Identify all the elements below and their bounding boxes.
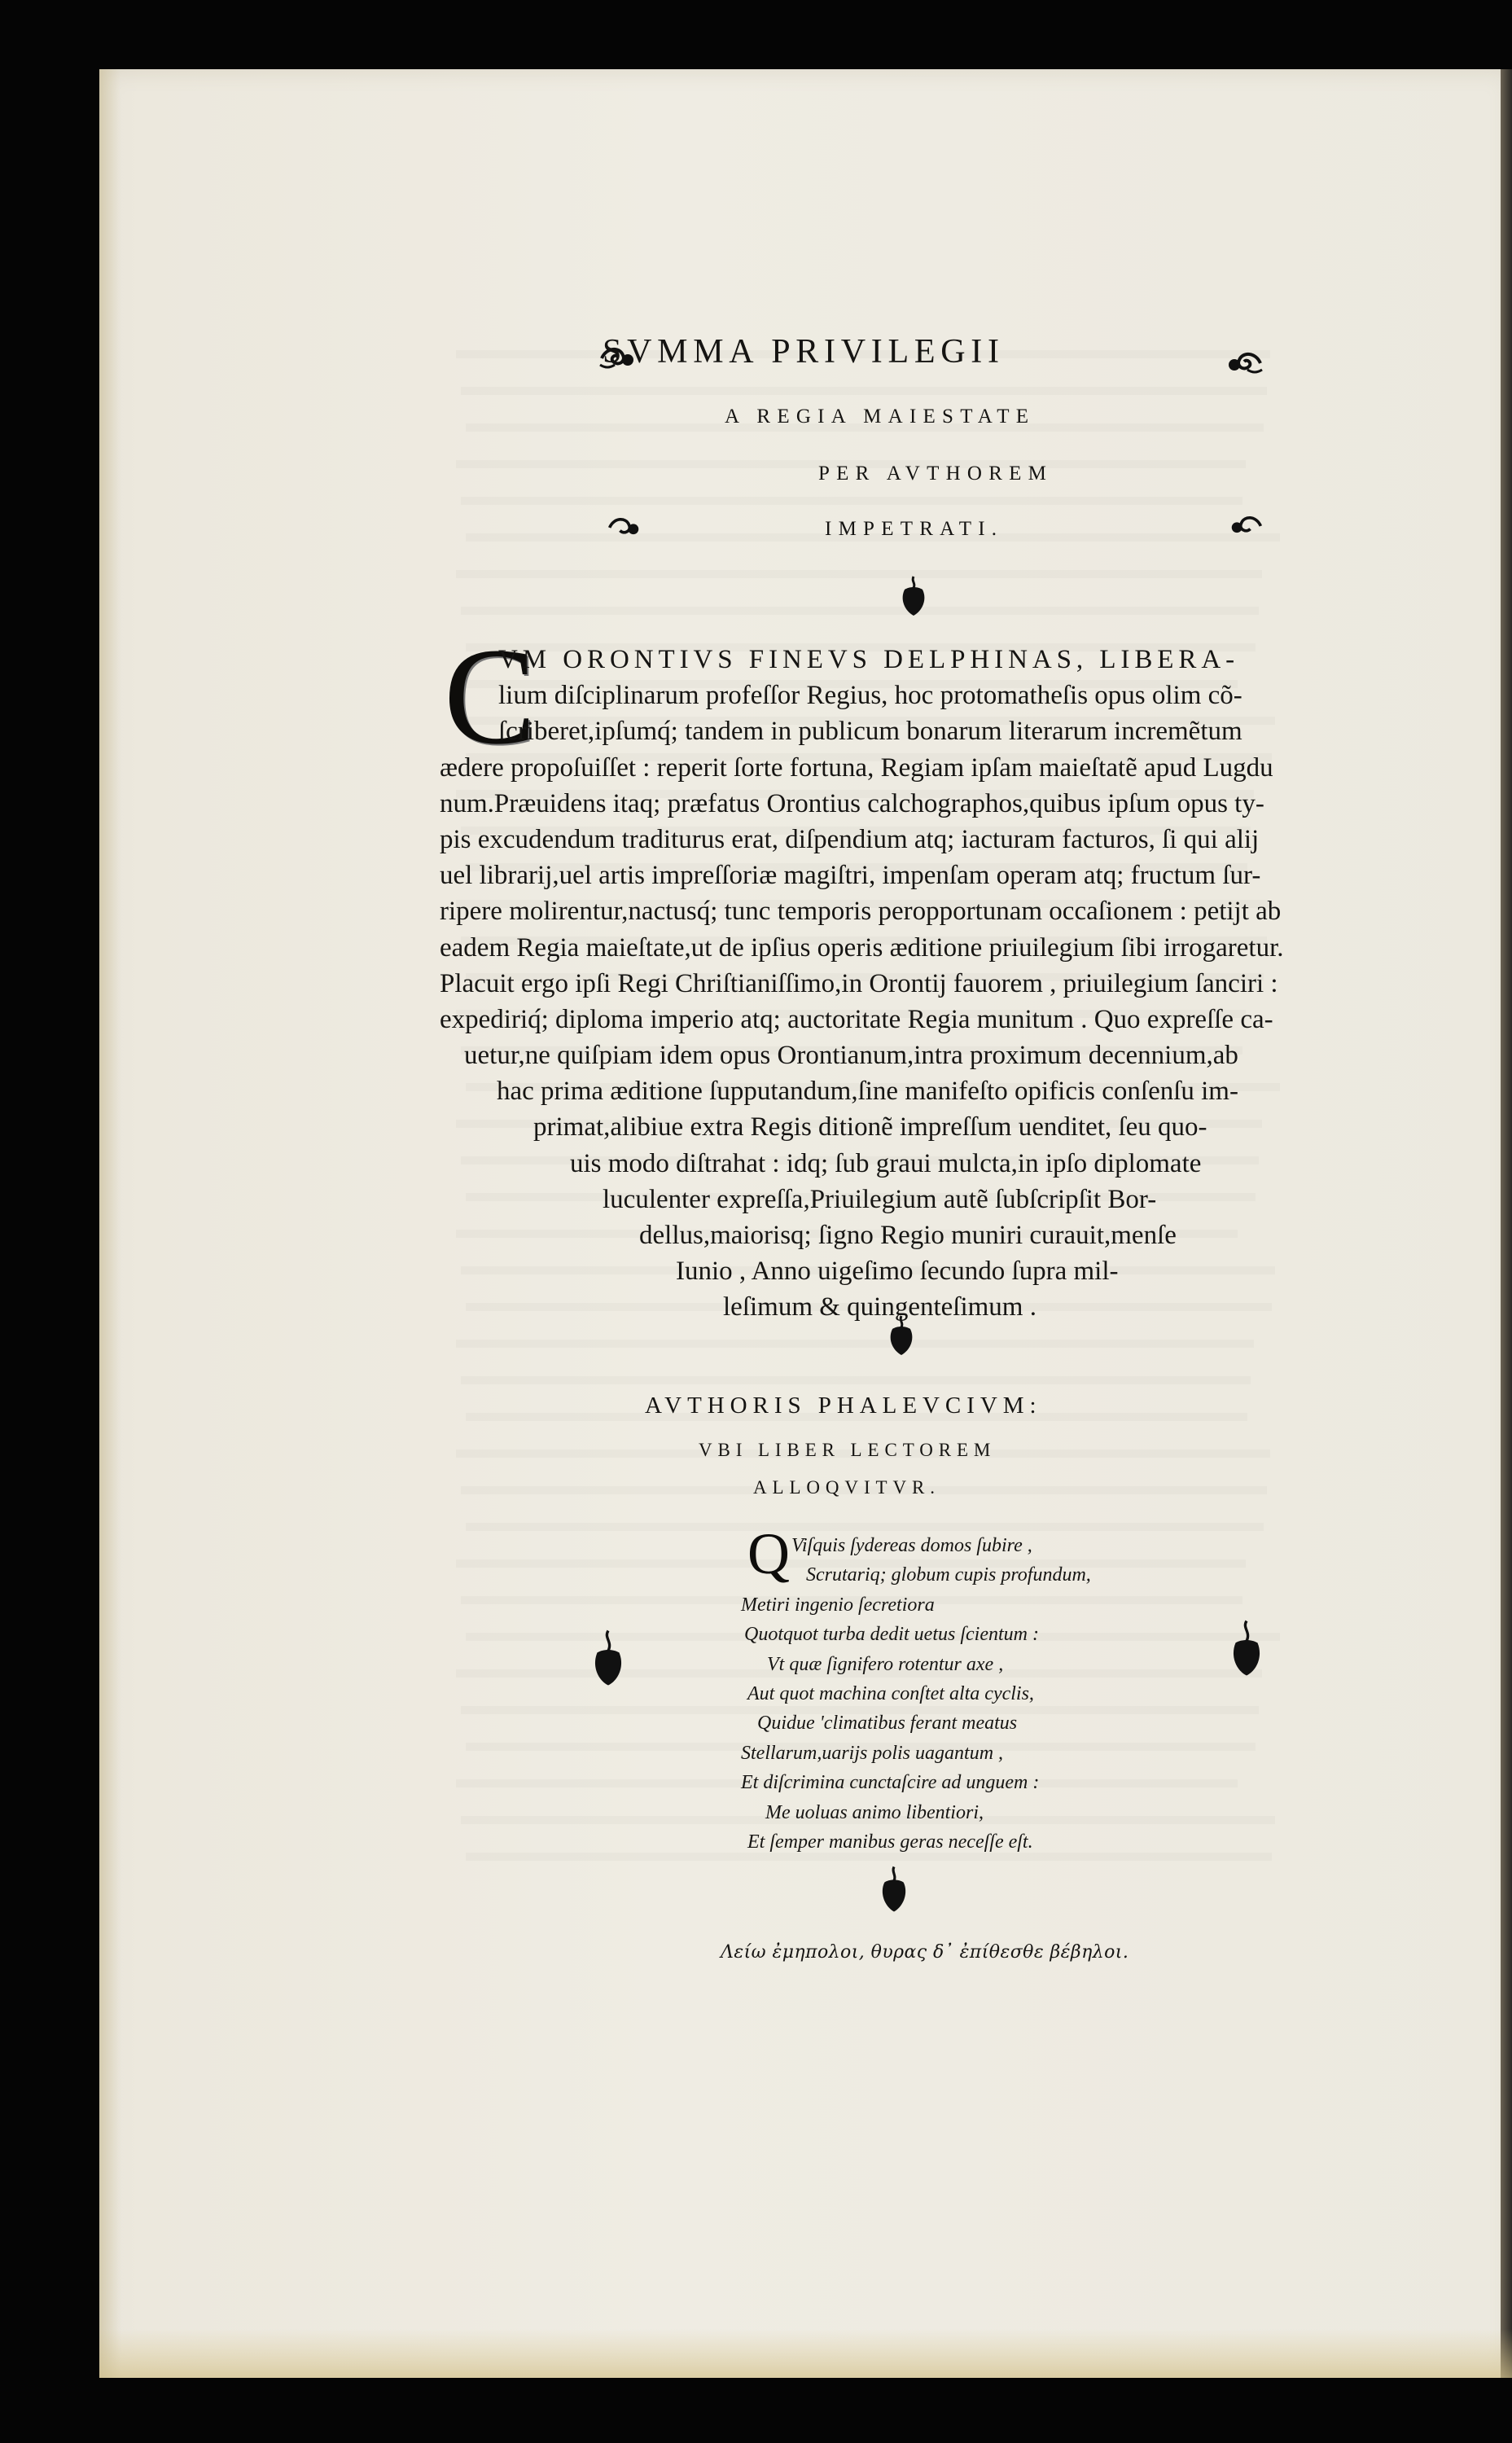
body-line: ædere propoſuiſſet : reperit ſorte fortuna, Regiam ipſam maieſtatẽ apud Lugdu [440,752,1273,783]
fleuron-right-icon [1226,349,1264,376]
poem-line: Quotquot turba dedit uetus ſcientum : [744,1624,1039,1646]
vine-leaf-right-icon [1231,1619,1262,1678]
poem-line: Viſquis ſydereas domos ſubire , [791,1535,1032,1556]
body-line: ripere molirentur,nactusq́; tunc temporis peropportunam occaſionem : petijt ab [440,897,1282,927]
poem-line: Stellarum,uarijs polis uagantum , [741,1742,1004,1764]
body-line: eadem Regia maieſtate,ut de ipſius operis æditione priuilegium ſibi irrogaretur. [440,932,1284,963]
body-line: primat,alibiue extra Regis ditionẽ impreſſum uenditet, ſeu quo- [533,1112,1207,1143]
vine-leaf-icon [900,575,927,617]
poem-line: Vt quæ ſignifero rotentur axe , [767,1653,1004,1675]
show-through-stroke [461,1376,1251,1384]
show-through-stroke [461,387,1267,395]
privilege-subtitle-1: A REGIA MAIESTATE [725,406,1036,428]
drop-cap-c: C [444,620,537,773]
poem-line: Et diſcrimina cunctaſcire ad unguem : [741,1772,1040,1794]
privilege-subtitle-3: IMPETRATI. [825,518,1004,540]
vine-leaf-left-icon [593,1629,624,1687]
vine-leaf-icon [879,1865,909,1914]
drop-cap-q: Q [747,1521,790,1586]
fleuron-left-small-icon [607,513,641,541]
body-line: pis excudendum traditurus erat, diſpendium atq; iacturam facturos, ſi qui alij [440,824,1260,854]
body-line: num.Præuidens itaq; præfatus Orontius calchographos,quibus ipſum opus ty- [440,788,1264,818]
privilege-title: SVMMA PRIVILEGII [603,333,1005,371]
page-edge-stain [99,69,121,2378]
show-through-stroke [466,1523,1264,1531]
body-line: VM ORONTIVS FINEVS DELPHINAS, LIBERA- [498,645,1240,674]
privilege-body [440,642,1417,1326]
show-through-stroke [461,607,1259,615]
body-line: Placuit ergo ipſi Regi Chriſtianiſſimo,in Orontij fauorem , priuilegium ſanciri : [440,968,1278,998]
poem-body [741,1531,1091,1857]
body-line: uel librarij,uel artis impreſſoriæ magiſtri, impenſam operam atq; fructum ſur- [440,861,1261,891]
poem-line: Quidue 'climatibus ferant meatus [757,1713,1018,1735]
privilege-subtitle-2: PER AVTHOREM [818,463,1054,485]
body-line: luculenter expreſſa,Priuilegium autẽ ſubſcripſit Bor- [603,1184,1157,1214]
poem-line: Aut quot machina conſtet alta cyclis, [747,1682,1034,1704]
show-through-stroke [456,1340,1254,1348]
page-stain [99,2329,1512,2378]
body-line: expediriq́; diploma imperio atq; auctoritate Regia munitum . Quo expreſſe ca- [440,1004,1273,1034]
body-line: uetur,ne quiſpiam idem opus Orontianum,intra proximum decennium,ab [464,1041,1238,1071]
show-through-stroke [456,570,1262,578]
poem-line: Et ſemper manibus geras neceſſe eſt. [747,1831,1033,1853]
poem-line: Scrutariq; globum cupis profundum, [806,1564,1091,1586]
page-spine-edge [1501,69,1512,2378]
body-line: dellus,maiorisq; ſigno Regio muniri curauit,menſe [639,1221,1177,1250]
greek-motto: Λείω ἐμηπολοι, θυρας δ᾽ ἐπίθεσθε βέβηλοι. [721,1942,1129,1963]
body-line: Iunio , Anno uigeſimo ſecundo ſupra mil- [676,1257,1119,1287]
poem-line: Metiri ingenio ſecretiora [741,1594,935,1616]
body-line: hac prima æditione ſupputandum,ſine manifeſto opificis conſenſu im- [497,1077,1238,1107]
body-line: ſcriberet,ipſumq́; tandem in publicum bonarum literarum incremẽtum [498,717,1242,747]
poem-line: Me uoluas animo libentiori, [765,1801,984,1823]
body-line: uis modo diſtrahat : idq; ſub graui mulcta,in ipſo diplomate [570,1148,1202,1178]
fleuron-right-small-icon [1229,511,1264,539]
body-line: leſimum & quingenteſimum . [723,1292,1036,1322]
poem-title: AVTHORIS PHALEVCIVM: [645,1393,1042,1419]
poem-subtitle-1: VBI LIBER LECTOREM [699,1440,997,1460]
poem-subtitle-2: ALLOQVITVR. [753,1477,940,1498]
body-line: lium diſciplinarum profeſſor Regius, hoc protomatheſis opus olim cõ- [498,681,1242,711]
show-through-stroke [461,497,1242,505]
